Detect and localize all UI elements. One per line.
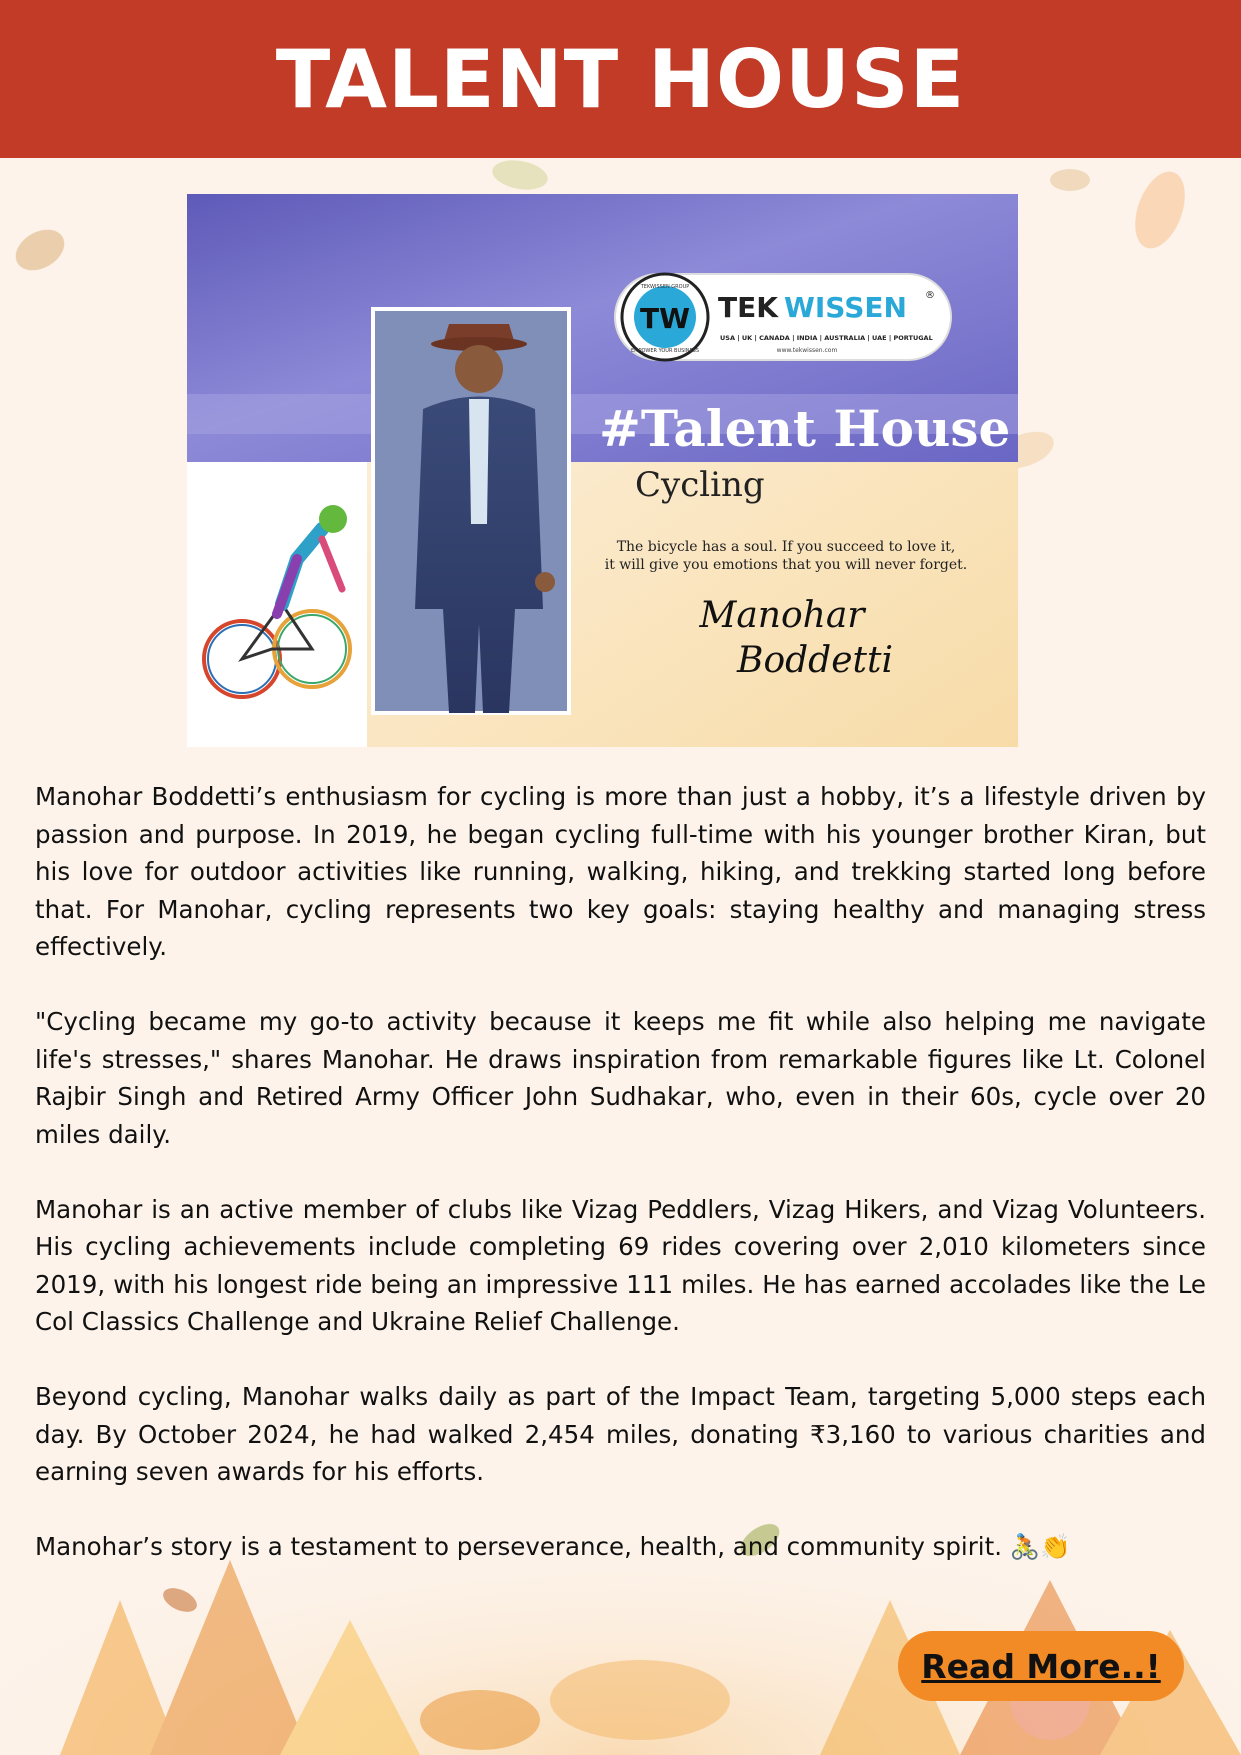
svg-text:®: ® [925, 290, 935, 301]
svg-text:TEK: TEK [718, 291, 778, 324]
svg-text:USA | UK | CANADA | INDIA | AU: USA | UK | CANADA | INDIA | AUSTRALIA | UAE | PORTUGAL [720, 334, 933, 342]
signature-line1: Manohar [699, 595, 865, 636]
svg-text:www.tekwissen.com: www.tekwissen.com [776, 347, 838, 354]
article-paragraph: Manohar is an active member of clubs like Vizag Peddlers, Vizag Hikers, and Vizag Volunteers. His cycling achievements include completing 69 rides covering over 2,010 kilometers since 2019, with his longest ride being an impressive 111 miles. He has earned accolades like the Le Col Classics Challenge and Ukraine Relief Challenge. [35, 1194, 1206, 1336]
banner-hashtag-title: #Talent House [599, 399, 1011, 458]
svg-text:EMPOWER YOUR BUSINESS: EMPOWER YOUR BUSINESS [630, 348, 700, 354]
banner-graphic [187, 194, 1018, 747]
article-paragraph: Manohar Boddetti’s enthusiasm for cycling is more than just a hobby, it’s a lifestyle driven by passion and purpose. In 2019, he began cycling full-time with his younger brother Kiran, but his love for outdoor activities like running, walking, hiking, and trekking started long before that. For Manohar, cycling represents two key goals: staying healthy and managing stress effectively. [35, 782, 1206, 961]
banner-quote-line2: it will give you emotions that you will never forget. [604, 557, 968, 573]
page-header [0, 0, 1241, 158]
banner-subtitle: Cycling [635, 465, 765, 505]
read-more-button[interactable] [898, 1631, 1184, 1701]
svg-text:TEKWISSEN GROUP: TEKWISSEN GROUP [640, 284, 690, 290]
article-body [35, 778, 1206, 1566]
article-paragraph: Beyond cycling, Manohar walks daily as part of the Impact Team, targeting 5,000 steps each day. By October 2024, he had walked 2,454 miles, donating ₹3,160 to various charities and earning seven awards for his efforts. [35, 1382, 1206, 1486]
banner-quote-line1: The bicycle has a soul. If you succeed to love it, [616, 539, 956, 555]
signature-line2: Boddetti [737, 640, 893, 681]
tekwissen-logo [615, 274, 951, 360]
svg-text:TW: TW [640, 302, 690, 335]
article-paragraph: Manohar’s story is a testament to perseverance, health, and community spirit. 🚴👏 [35, 1532, 1071, 1561]
talent-house-banner [187, 194, 1018, 747]
page-title: TALENT HOUSE [275, 32, 966, 126]
svg-text:WISSEN: WISSEN [784, 291, 907, 324]
read-more-label: Read More..! [921, 1646, 1161, 1686]
article-paragraph: "Cycling became my go-to activity because it keeps me fit while also helping me navigate life's stresses," shares Manohar. He draws inspiration from remarkable figures like Lt. Colonel Rajbir Singh and Retired Army Officer John Sudhakar, who, even in their 60s, cycle over 20 miles daily. [35, 1007, 1206, 1149]
